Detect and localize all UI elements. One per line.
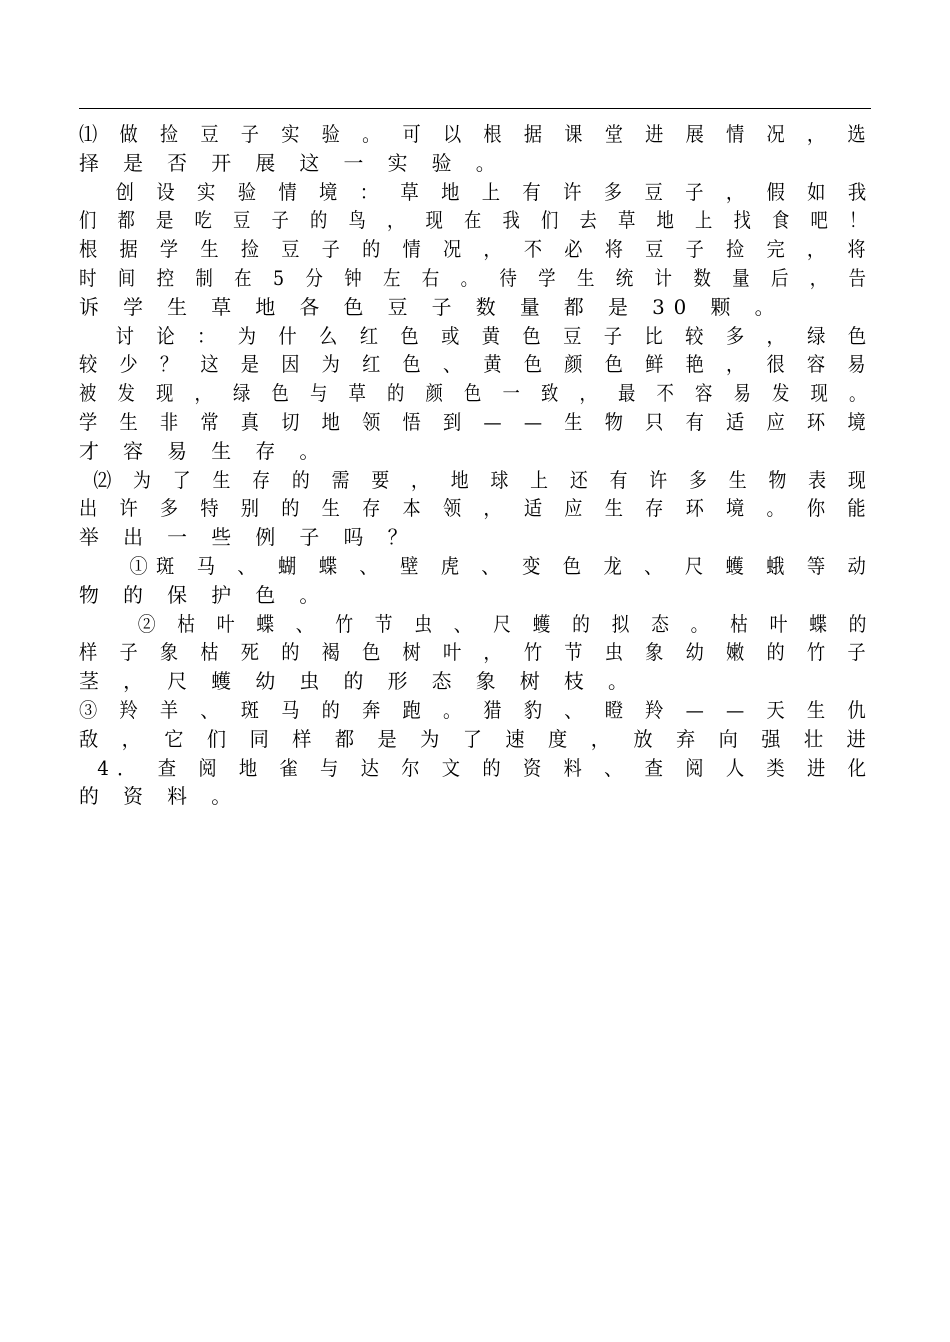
text-line: ③ 羚 羊 、 斑 马 的 奔 跑 。 猎 豹 、 瞪 羚 — — 天 生 仇 <box>79 697 874 722</box>
text-line: 择 是 否 开 展 这 一 实 验 。 <box>79 150 505 175</box>
text-line: 敌 ， 它 们 同 样 都 是 为 了 速 度 ， 放 弃 向 强 壮 进 <box>79 726 875 751</box>
header-rule <box>79 108 871 109</box>
text-line: 出 许 多 特 别 的 生 存 本 领 ， 适 应 生 存 环 境 。 你 能 <box>79 496 874 521</box>
text-line: 时 间 控 制 在 5 分 钟 左 右 。 待 学 生 统 计 数 量 后 ， 告 <box>79 265 874 290</box>
text-line: 们 都 是 吃 豆 子 的 鸟 ， 现 在 我 们 去 草 地 上 找 食 吧 ！ <box>79 208 875 233</box>
text-line: ⑵ 为 了 生 存 的 需 要 ， 地 球 上 还 有 许 多 生 物 表 现 <box>93 467 874 492</box>
document-body <box>79 120 879 811</box>
text-line: 的 资 料 。 <box>79 784 241 809</box>
text-line: 4． 查 阅 地 雀 与 达 尔 文 的 资 料 、 查 阅 人 类 进 化 <box>97 755 875 780</box>
text-line: 物 的 保 护 色 。 <box>79 582 329 607</box>
text-line: 被 发 现 ， 绿 色 与 草 的 颜 色 一 致 ， 最 不 容 易 发 现 。 <box>79 381 875 406</box>
text-line: 样 子 象 枯 死 的 褐 色 树 叶 ， 竹 节 虫 象 幼 嫩 的 竹 子 <box>79 640 874 665</box>
text-line: 较 少 ？ 这 是 因 为 红 色 、 黄 色 颜 色 鲜 艳 ， 很 容 易 <box>79 352 874 377</box>
text-line: ⑴ 做 捡 豆 子 实 验 。 可 以 根 据 课 堂 进 展 情 况 ， 选 <box>79 122 874 146</box>
text-line: 诉 学 生 草 地 各 色 豆 子 数 量 都 是 30 颗 。 <box>79 294 784 319</box>
text-line: ② 枯 叶 蝶 、 竹 节 虫 、 尺 蠖 的 拟 态 。 枯 叶 蝶 的 <box>137 611 875 636</box>
text-line: 讨 论 ： 为 什 么 红 色 或 黄 色 豆 子 比 较 多 ， 绿 色 <box>115 323 875 348</box>
text-line: 创 设 实 验 情 境 ： 草 地 上 有 许 多 豆 子 ， 假 如 我 <box>115 179 875 204</box>
text-line: 学 生 非 常 真 切 地 领 悟 到 — — 生 物 只 有 适 应 环 境 <box>79 409 874 434</box>
text-line: 茎 ， 尺 蠖 幼 虫 的 形 态 象 树 枝 。 <box>79 669 637 694</box>
text-line: 根 据 学 生 捡 豆 子 的 情 况 ， 不 必 将 豆 子 捡 完 ， 将 <box>79 237 874 262</box>
text-line: 举 出 一 些 例 子 吗 ？ <box>79 525 417 550</box>
text-line: ①斑 马 、 蝴 蝶 、 壁 虎 、 变 色 龙 、 尺 蠖 蛾 等 动 <box>129 553 875 578</box>
text-line: 才 容 易 生 存 。 <box>79 438 329 463</box>
